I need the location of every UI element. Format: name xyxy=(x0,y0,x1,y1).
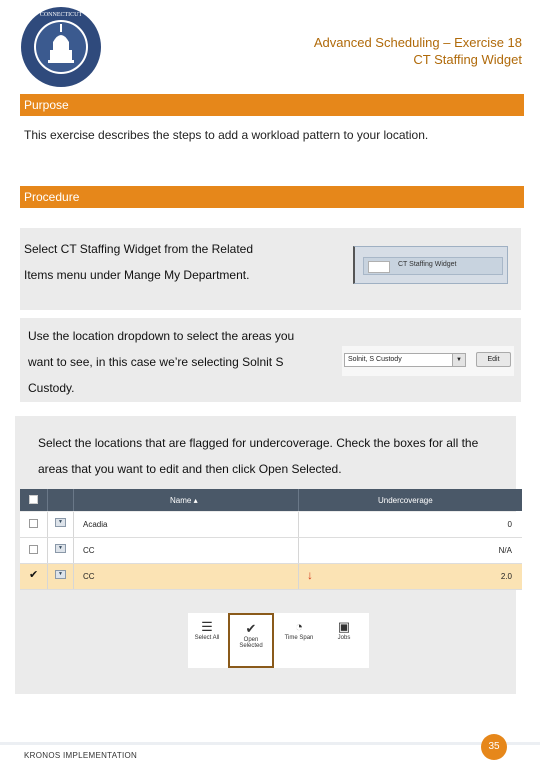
row-undercoverage: 0 xyxy=(507,520,512,529)
select-all-icon: ☰ xyxy=(201,619,213,634)
step-1-line-2: Items menu under Mange My Department. xyxy=(24,268,250,282)
menu-item-icon xyxy=(368,261,390,273)
open-selected-button xyxy=(228,613,274,668)
expand-icon: ▼ xyxy=(55,518,66,527)
step-2-text xyxy=(28,323,294,401)
jobs-label: Jobs xyxy=(337,635,351,641)
related-items-screenshot xyxy=(353,246,508,284)
row-divider xyxy=(47,564,48,589)
briefcase-icon: ▣ xyxy=(337,619,351,634)
header-divider xyxy=(47,489,48,511)
header-divider xyxy=(298,489,299,511)
step-2-line-1: Use the location dropdown to select the areas you xyxy=(28,329,295,343)
select-all-checkbox xyxy=(29,495,38,504)
procedure-heading: Procedure xyxy=(20,186,524,208)
undercoverage-down-arrow-icon: ↓ xyxy=(307,568,313,582)
step-1-text xyxy=(24,236,253,288)
row-divider xyxy=(298,564,299,589)
step-2-line-3: Custody. xyxy=(28,381,75,395)
row-undercoverage: N/A xyxy=(498,546,512,555)
document-title xyxy=(314,34,522,68)
action-toolbar-screenshot xyxy=(188,613,369,668)
header-divider xyxy=(73,489,74,511)
column-header-name: Name ▴ xyxy=(170,496,198,505)
step-1-line-1: Select CT Staffing Widget from the Related xyxy=(24,242,254,256)
location-dropdown-screenshot xyxy=(342,346,514,376)
purpose-text: This exercise describes the steps to add a workload pattern to your location. xyxy=(24,128,429,142)
expand-icon: ▼ xyxy=(55,570,66,579)
select-all-label: Select All xyxy=(194,635,220,641)
time-span-button xyxy=(276,613,322,668)
location-select-value: Solnit, S Custody xyxy=(348,356,402,363)
row-divider xyxy=(298,512,299,537)
dropdown-arrow-icon: ▼ xyxy=(452,354,465,366)
ct-staffing-widget-label: CT Staffing Widget xyxy=(398,261,457,268)
table-row xyxy=(20,512,522,538)
step-3-text xyxy=(38,430,478,482)
table-row xyxy=(20,538,522,564)
row-name: Acadia xyxy=(83,520,108,529)
time-span-icon: ◔ xyxy=(295,619,303,634)
purpose-heading: Purpose xyxy=(20,94,524,116)
row-divider xyxy=(73,564,74,589)
row-divider xyxy=(73,538,74,563)
row-divider xyxy=(298,538,299,563)
step-2-line-2: want to see, in this case we’re selecting Solnit S xyxy=(28,355,284,369)
table-header xyxy=(20,489,522,511)
row-undercoverage: 2.0 xyxy=(500,572,512,581)
table-row-selected xyxy=(20,564,522,590)
ct-staffing-widget-menu-item xyxy=(363,257,503,275)
page-number: 35 xyxy=(481,734,507,760)
svg-text:CONNECTICUT: CONNECTICUT xyxy=(39,12,83,18)
step-3-line-1: Select the locations that are flagged for undercoverage. Check the boxes for all the xyxy=(38,436,479,450)
row-divider xyxy=(47,538,48,563)
location-select xyxy=(344,353,466,367)
title-line-1: Advanced Scheduling – Exercise 18 xyxy=(313,35,522,50)
time-span-label: Time Span xyxy=(284,635,314,641)
expand-icon: ▼ xyxy=(55,544,66,553)
select-all-button xyxy=(188,613,226,668)
title-line-2: CT Staffing Widget xyxy=(413,52,522,67)
row-name: CC xyxy=(83,546,95,555)
jobs-button xyxy=(324,613,364,668)
column-header-undercoverage: Undercoverage xyxy=(378,496,433,505)
step-3-line-2: areas that you want to edit and then click Open Selected. xyxy=(38,462,342,476)
row-divider xyxy=(73,512,74,537)
open-selected-label-1: Open xyxy=(243,637,259,643)
row-checkbox xyxy=(29,519,38,528)
connecticut-seal-logo xyxy=(20,6,102,88)
row-divider xyxy=(47,512,48,537)
row-checkbox-checked: ✔ xyxy=(29,569,39,581)
footer-text: KRONOS IMPLEMENTATION xyxy=(24,751,138,760)
edit-button: Edit xyxy=(476,352,511,367)
row-name: CC xyxy=(83,572,95,581)
footer-divider xyxy=(0,742,540,745)
checkmark-icon: ✔ xyxy=(245,621,257,636)
row-checkbox xyxy=(29,545,38,554)
open-selected-label-2: Selected xyxy=(239,643,263,649)
